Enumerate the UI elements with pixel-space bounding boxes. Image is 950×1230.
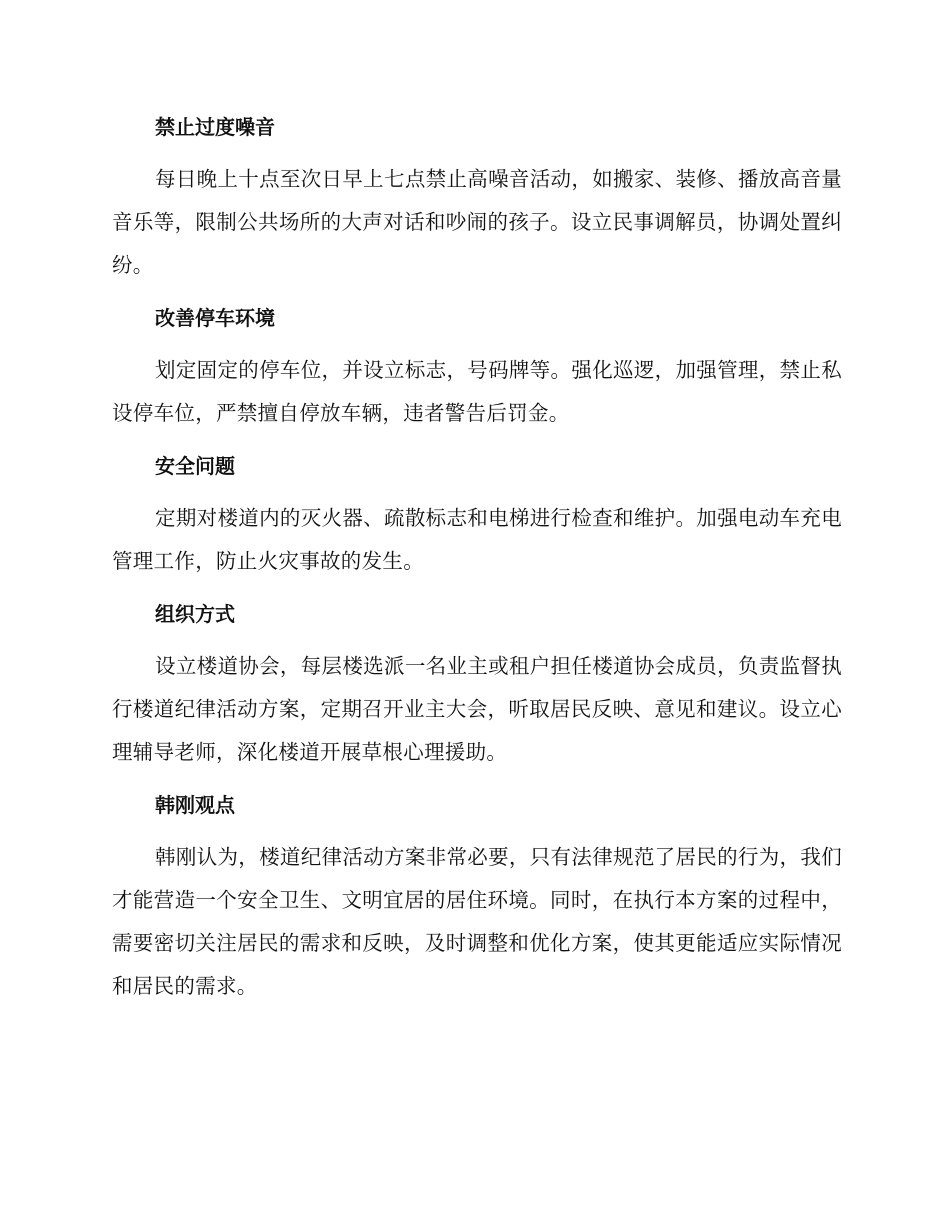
section-paragraph: 韩刚认为，楼道纪律活动方案非常必要，只有法律规范了居民的行为，我们才能营造一个安全卫生、文明宜居的居住环境。同时，在执行本方案的过程中，需要密切关注居民的需求和反映，及时调整和优化方案，使其更能适应实际情况和居民的需求。 bbox=[112, 845, 842, 998]
section-heading: 韩刚观点 bbox=[155, 793, 235, 817]
section-opinion bbox=[112, 785, 842, 1008]
section-heading: 禁止过度噪音 bbox=[155, 115, 275, 139]
section-safety bbox=[112, 446, 842, 583]
section-paragraph: 每日晚上十点至次日早上七点禁止高噪音活动，如搬家、装修、播放高音量音乐等，限制公共场所的大声对话和吵闹的孩子。设立民事调解员，协调处置纠纷。 bbox=[112, 167, 842, 277]
section-noise bbox=[112, 107, 842, 287]
document-page bbox=[112, 107, 842, 1019]
section-organization bbox=[112, 594, 842, 774]
section-heading: 改善停车环境 bbox=[155, 306, 275, 330]
section-heading: 安全问题 bbox=[155, 454, 235, 478]
section-paragraph: 定期对楼道内的灭火器、疏散标志和电梯进行检查和维护。加强电动车充电管理工作，防止火灾事故的发生。 bbox=[112, 506, 842, 573]
section-paragraph: 划定固定的停车位，并设立标志，号码牌等。强化巡逻，加强管理，禁止私设停车位，严禁擅自停放车辆，违者警告后罚金。 bbox=[112, 358, 842, 425]
section-parking bbox=[112, 298, 842, 435]
section-heading: 组织方式 bbox=[155, 602, 235, 626]
section-paragraph: 设立楼道协会，每层楼选派一名业主或租户担任楼道协会成员，负责监督执行楼道纪律活动方案，定期召开业主大会，听取居民反映、意见和建议。设立心理辅导老师，深化楼道开展草根心理援助。 bbox=[112, 654, 842, 764]
